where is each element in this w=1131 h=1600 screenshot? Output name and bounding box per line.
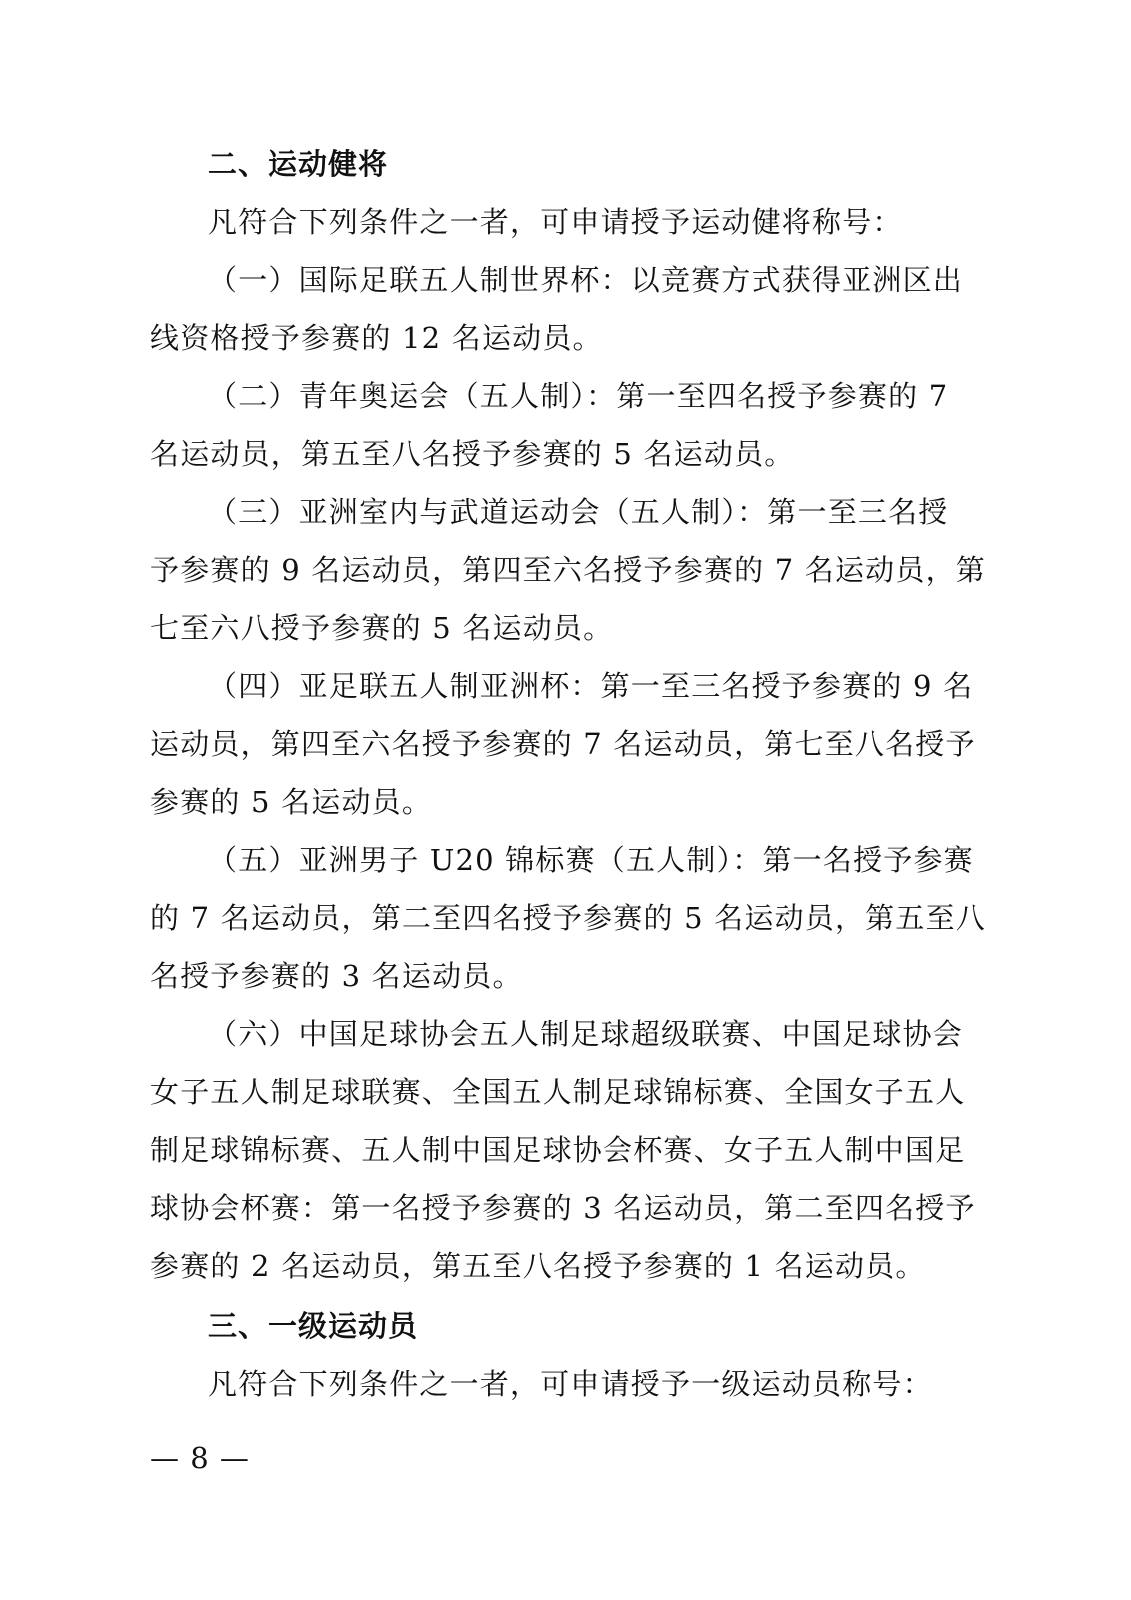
paragraph-line: （六）中国足球协会五人制足球超级联赛、中国足球协会 <box>208 1017 964 1051</box>
section-heading-first-class-athlete: 三、一级运动员 <box>208 1309 419 1343</box>
paragraph-line: 制足球锦标赛、五人制中国足球协会杯赛、女子五人制中国足 <box>150 1133 966 1167</box>
section-heading-athlete-master: 二、运动健将 <box>208 147 389 181</box>
paragraph-line: 的 7 名运动员，第二至四名授予参赛的 5 名运动员，第五至八 <box>150 901 986 935</box>
paragraph-line: 运动员，第四至六名授予参赛的 7 名运动员，第七至八名授予 <box>150 727 976 761</box>
paragraph-line: 名授予参赛的 3 名运动员。 <box>150 959 523 993</box>
paragraph-line: 球协会杯赛：第一名授予参赛的 3 名运动员，第二至四名授予 <box>150 1191 976 1225</box>
paragraph-line: （三）亚洲室内与武道运动会（五人制）：第一至三名授 <box>208 495 949 529</box>
paragraph-line: 凡符合下列条件之一者，可申请授予一级运动员称号： <box>208 1367 933 1401</box>
paragraph-line: 参赛的 5 名运动员。 <box>150 785 433 819</box>
paragraph-line: （五）亚洲男子 U20 锦标赛（五人制）：第一名授予参赛 <box>208 843 974 877</box>
paragraph-line: （四）亚足联五人制亚洲杯：第一至三名授予参赛的 9 名 <box>208 669 974 703</box>
paragraph-line: 女子五人制足球联赛、全国五人制足球锦标赛、全国女子五人 <box>150 1075 966 1109</box>
paragraph-line: 凡符合下列条件之一者，可申请授予运动健将称号： <box>208 205 903 239</box>
paragraph-line: 予参赛的 9 名运动员，第四至六名授予参赛的 7 名运动员，第 <box>150 553 986 587</box>
paragraph-line: 线资格授予参赛的 12 名运动员。 <box>150 321 603 355</box>
paragraph-line: 七至六八授予参赛的 5 名运动员。 <box>150 611 614 645</box>
paragraph-line: （二）青年奥运会（五人制）：第一至四名授予参赛的 7 <box>208 379 949 413</box>
paragraph-line: 参赛的 2 名运动员，第五至八名授予参赛的 1 名运动员。 <box>150 1249 926 1283</box>
paragraph-line: 名运动员，第五至八名授予参赛的 5 名运动员。 <box>150 437 795 471</box>
page-number: — 8 — <box>150 1441 250 1475</box>
paragraph-line: （一）国际足联五人制世界杯：以竞赛方式获得亚洲区出 <box>208 263 964 297</box>
